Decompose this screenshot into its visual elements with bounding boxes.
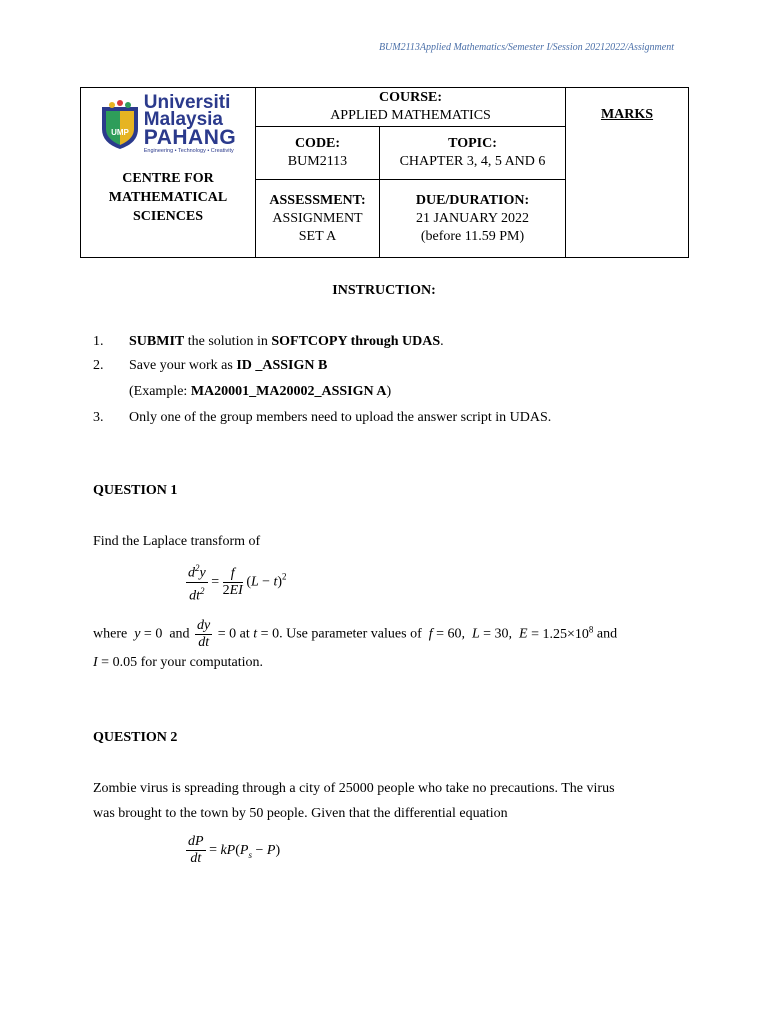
instruction-title: INSTRUCTION: bbox=[332, 283, 436, 298]
topic-label: TOPIC: bbox=[448, 136, 497, 151]
assessment-label: ASSESSMENT: bbox=[269, 192, 366, 208]
logo-line-1: Universiti bbox=[143, 92, 231, 113]
ump-shield-icon bbox=[100, 99, 140, 151]
due-label: DUE/DURATION: bbox=[415, 192, 530, 208]
logo-line-3: PAHANG bbox=[143, 126, 237, 149]
due-value-2: (before 11.59 PM) bbox=[420, 228, 525, 244]
assessment-value-1: ASSIGNMENT bbox=[272, 210, 363, 226]
course-label: COURSE: bbox=[378, 90, 442, 105]
question-2-title: QUESTION 2 bbox=[93, 730, 178, 745]
logo-line-2: Malaysia bbox=[143, 109, 223, 130]
question-2-line-2: was brought to the town by 50 people. Given that the differential equation bbox=[93, 806, 508, 821]
due-cell bbox=[380, 180, 566, 258]
question-2-line-1: Zombie virus is spreading through a city of 25000 people who take no precautions. The virus bbox=[93, 781, 615, 796]
header-table bbox=[80, 87, 689, 258]
question-2-equation: $\frac{dP}{dt}$ = $kP(P_s - P)$ bbox=[188, 834, 281, 866]
question-1-conditions: where y = 0 and $\frac{dy}{dt}$ = 0 at t = 0. Use parameter values of f = 60, L = 30, $E = 1.25\times 10^8$ and bbox=[93, 618, 618, 650]
logo-tagline: Engineering • Technology • Creativity bbox=[143, 148, 234, 154]
course-cell bbox=[256, 88, 566, 127]
question-1-conditions-2: I = 0.05 for your computation. bbox=[93, 655, 264, 670]
course-value: APPLIED MATHEMATICS bbox=[330, 108, 491, 123]
page-header: BUM2113Applied Mathematics/Semester I/Session 20212022/Assignment bbox=[378, 42, 674, 53]
due-value-1: 21 JANUARY 2022 bbox=[415, 210, 530, 226]
ump-badge-text: UMP bbox=[110, 127, 129, 137]
marks-cell: MARKS bbox=[566, 88, 689, 258]
centre-name: CENTRE FOR MATHEMATICAL SCIENCES bbox=[108, 171, 228, 224]
code-value: BUM2113 bbox=[287, 154, 348, 169]
assessment-value-2: SET A bbox=[298, 228, 337, 244]
code-cell bbox=[256, 127, 380, 180]
topic-value: CHAPTER 3, 4, 5 AND 6 bbox=[399, 154, 546, 169]
question-1-equation: $\frac{d^2y}{dt^2}$ = $\frac{f}{2EI}$ $(L - t)^2$ bbox=[186, 560, 287, 604]
university-logo bbox=[81, 88, 255, 155]
question-1-intro: Find the Laplace transform of bbox=[93, 534, 261, 549]
assessment-cell bbox=[256, 180, 380, 258]
topic-cell bbox=[380, 127, 566, 180]
logo-cell bbox=[81, 88, 256, 258]
code-label: CODE: bbox=[294, 136, 341, 151]
question-1-title: QUESTION 1 bbox=[93, 483, 178, 498]
